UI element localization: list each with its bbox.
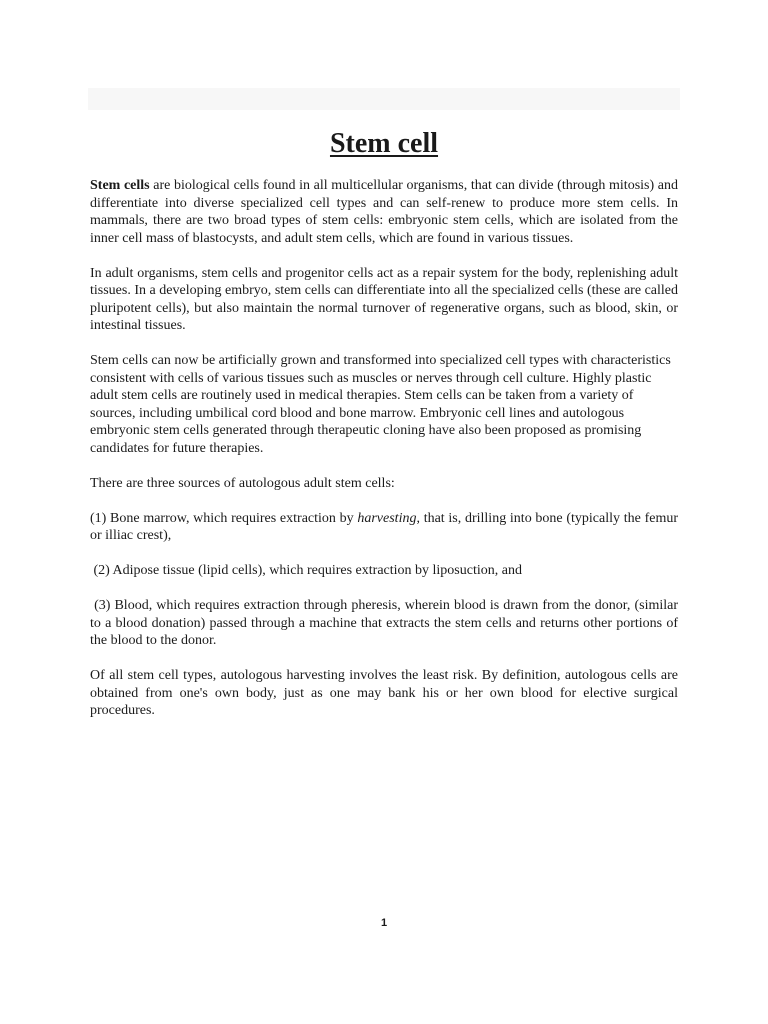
paragraph-source-bone-marrow [90, 510, 678, 545]
paragraph-sources-intro: There are three sources of autologous adult stem cells: [90, 475, 395, 491]
document-body [90, 177, 682, 737]
paragraph-intro [90, 177, 678, 247]
paragraph-adult-organisms: In adult organisms, stem cells and progenitor cells act as a repair system for the body, replenishing adult tissues. In a developing embryo, stem cells can differentiate into all the specialized cells (these are called pluripotent cells), but also maintain the normal turnover of regenerative organs, such as blood, skin, or intestinal tissues. [90, 265, 678, 333]
paragraph-intro-text: are biological cells found in all multicellular organisms, that can divide (through mitosis) and differentiate into diverse specialized cell types and can self-renew to produce more stem cells. In mammals, there are two broad types of stem cells: embryonic stem cells, which are isolated from the inner cell mass of blastocysts, and adult stem cells, which are found in various tissues. [90, 178, 678, 246]
paragraph-source-adipose: (2) Adipose tissue (lipid cells), which requires extraction by liposuction, and [90, 563, 522, 578]
harvesting-term: harvesting [357, 510, 417, 526]
bone-marrow-text-end: , that is, drilling into bone (typically the femur or illiac crest), [90, 510, 678, 543]
paragraph-source-blood: (3) Blood, which requires extraction through pheresis, wherein blood is drawn from the donor, (similar to a blood donation) passed through a machine that extracts the stem cells and returns other portions of the blood to the donor. [90, 598, 682, 648]
paragraph-artificial-growth: Stem cells can now be artificially grown and transformed into specialized cell types with characteristics consistent with cells of various tissues such as muscles or nerves through cell culture. Highly plastic adult stem cells are routinely used in medical therapies. Stem cells can be taken from a variety of sources, including umbilical cord blood and bone marrow. Embryonic cell lines and autologous embryonic stem cells generated through therapeutic cloning have also been proposed as promising candidates for future therapies. [90, 353, 671, 456]
header-band [88, 88, 680, 110]
paragraph-autologous-risk: Of all stem cell types, autologous harvesting involves the least risk. By definition, autologous cells are obtained from one's own body, just as one may bank his or her own blood for elective surgical procedures. [90, 668, 678, 718]
page-number: 1 [380, 917, 388, 929]
bone-marrow-text-start: (1) Bone marrow, which requires extraction by [90, 510, 358, 526]
page-title: Stem cell [329, 128, 439, 159]
stem-cells-term: Stem cells [90, 178, 150, 193]
